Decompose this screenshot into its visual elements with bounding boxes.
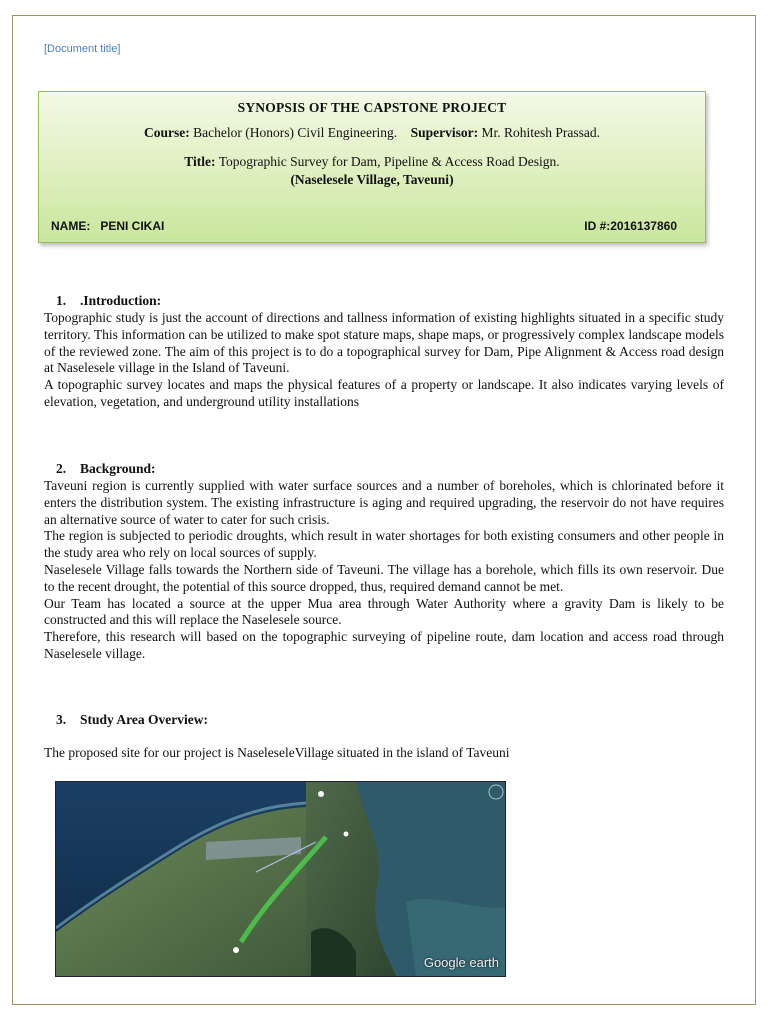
introduction-heading — [56, 293, 161, 309]
supervisor-label: Supervisor: — [410, 125, 479, 140]
background-paragraph: Naselesele Village falls towards the Northern side of Taveuni. The village has a borehole, which fills its own reservoir. Due to the recent drought, the potential of this source dropped, thus, required demand cannot be met. — [44, 561, 724, 594]
background-paragraph: Taveuni region is currently supplied with water surface sources and a number of boreholes, which is chlorinated before it enters the distribution system. The existing infrastructure is aging and required upgrading, the reservoir do not have requires an alternative source of water to cater for such crisis. — [44, 478, 724, 527]
supervisor-value: Mr. Rohitesh Prassad. — [481, 125, 600, 140]
course-line — [39, 125, 705, 141]
study-area-heading-text: Study Area Overview: — [80, 712, 208, 727]
study-area-heading — [56, 712, 208, 728]
background-paragraph: Our Team has located a source at the upper Mua area through Water Authority where a gravity Dam is likely to be constructed and this will replace the Naselesele source. — [44, 595, 724, 628]
google-earth-watermark: Google earth — [423, 955, 499, 970]
synopsis-heading: SYNOPSIS OF THE CAPSTONE PROJECT — [237, 100, 507, 115]
study-area-text: The proposed site for our project is NaseleseleVillage situated in the island of Taveuni — [44, 745, 510, 760]
background-body — [44, 478, 724, 663]
map-marker — [318, 791, 324, 797]
project-title-label: Title: — [184, 154, 216, 169]
map-marker — [344, 832, 349, 837]
student-name-value: PENI CIKAI — [100, 219, 165, 233]
course-value: Bachelor (Honors) Civil Engineering. — [193, 125, 398, 140]
project-location: (Naselesele Village, Taveuni) — [290, 172, 454, 187]
student-name-label: NAME: — [51, 219, 91, 233]
student-name — [51, 219, 164, 233]
project-title-value: Topographic Survey for Dam, Pipeline & Access Road Design. — [218, 154, 560, 169]
course-label: Course: — [144, 125, 190, 140]
background-heading-text: Background: — [80, 461, 156, 476]
background-paragraph: Therefore, this research will based on the topographic surveying of pipeline route, dam location and access road through Naselesele village. — [44, 629, 724, 661]
satellite-map-graphic — [56, 782, 505, 976]
document-title-placeholder[interactable]: [Document title] — [44, 43, 121, 55]
background-number: 2. — [56, 461, 67, 476]
introduction-paragraph: Topographic study is just the account of directions and tallness information of existing highlights situated in a specific study territory. This information can be utilized to make spot stature maps, shape maps, or progressively complex landscape models of the reviewed zone. The aim of this project is to do a topographical survey for Dam, Pipe Alignment & Access road design at Naselesele village in the Island of Taveuni. — [44, 310, 724, 376]
study-area-number: 3. — [56, 712, 67, 727]
introduction-paragraph: A topographic survey locates and maps the physical features of a property or landscape. It also indicates varying levels of elevation, vegetation, and underground utility installations — [44, 377, 724, 409]
student-id-value: 2016137860 — [610, 219, 677, 233]
student-id — [584, 219, 677, 233]
satellite-map-image — [55, 781, 506, 977]
background-paragraph: The region is subjected to periodic droughts, which result in water shortages for both existing consumers and other people in the study area who rely on local sources of supply. — [44, 528, 724, 561]
introduction-heading-text: .Introduction: — [80, 293, 162, 308]
synopsis-box — [38, 91, 706, 243]
project-title-line — [39, 154, 705, 170]
map-marker — [233, 947, 239, 953]
introduction-number: 1. — [56, 293, 67, 308]
student-id-label: ID #: — [584, 219, 611, 233]
introduction-body — [44, 310, 724, 411]
background-heading — [56, 461, 156, 477]
